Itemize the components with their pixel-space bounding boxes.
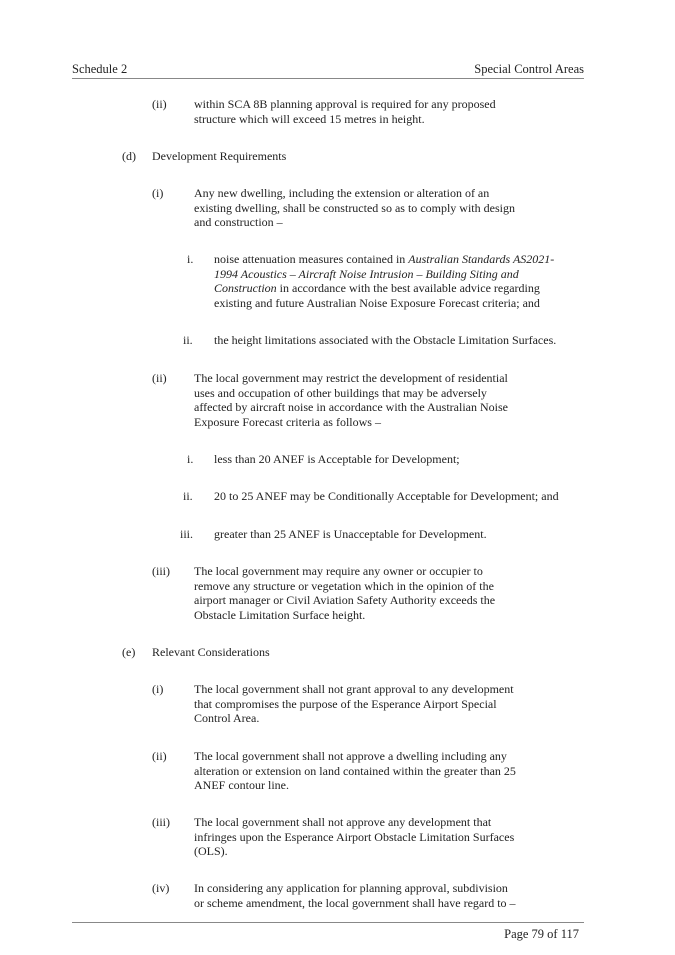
clause-text	[194, 881, 516, 910]
section-heading: Relevant Considerations	[152, 645, 270, 659]
text-line: affected by aircraft noise in accordance with the Australian Noise	[194, 400, 508, 414]
subclause-label: ii.	[183, 333, 193, 347]
clause-label: (iv)	[152, 881, 170, 895]
clause-text	[194, 749, 516, 793]
text-line: that compromises the purpose of the Esperance Airport Special	[194, 696, 497, 711]
clause-label: (ii)	[152, 371, 167, 385]
text-line: greater than 25 ANEF is Unacceptable for Development.	[214, 527, 487, 541]
text-line: within SCA 8B planning approval is required for any proposed	[194, 97, 496, 111]
clause-label: (iii)	[152, 564, 170, 578]
subclause-text	[214, 333, 556, 348]
text-line: Obstacle Limitation Surface height.	[194, 607, 366, 622]
clause-label: (iii)	[152, 815, 170, 829]
header-left: Schedule 2	[72, 62, 128, 76]
subclause-label: iii.	[180, 527, 194, 541]
clause-text	[194, 815, 514, 859]
page-number: Page 79 of 117	[504, 927, 579, 941]
text-line: and construction –	[194, 215, 283, 229]
text-line: less than 20 ANEF is Acceptable for Development;	[214, 452, 460, 466]
subclause-text	[214, 452, 460, 467]
text-line: existing and future Australian Noise Exposure Forecast criteria; and	[214, 295, 540, 310]
standard-title: 1994 Acoustics – Aircraft Noise Intrusion – Building Siting and	[214, 266, 519, 281]
text-line	[214, 252, 554, 267]
text-run: in accordance with the best available advice regarding	[276, 281, 540, 295]
clause-text	[194, 564, 495, 622]
text-line: remove any structure or vegetation which in the opinion of the	[194, 578, 494, 593]
text-line: airport manager or Civil Aviation Safety Authority exceeds the	[194, 593, 496, 607]
text-line: infringes upon the Esperance Airport Obstacle Limitation Surfaces	[194, 829, 515, 844]
text-line: 20 to 25 ANEF may be Conditionally Acceptable for Development; and	[214, 489, 559, 503]
text-line	[214, 267, 554, 282]
clause-label: (i)	[152, 186, 164, 200]
subclause-text	[214, 489, 559, 504]
subclause-label: ii.	[183, 489, 193, 503]
text-line: The local government shall not approve any development that	[194, 815, 492, 829]
text-line: Control Area.	[194, 711, 260, 725]
clause-text	[194, 97, 496, 126]
text-run: noise attenuation measures contained in	[214, 252, 409, 266]
subclause-label: i.	[187, 452, 194, 466]
text-line: ANEF contour line.	[194, 778, 289, 792]
standard-title: Australian Standards AS2021-	[408, 252, 555, 266]
text-line: Exposure Forecast criteria as follows –	[194, 414, 381, 429]
subclause-text	[214, 252, 554, 310]
section-label: (e)	[122, 645, 136, 659]
clause-label: (ii)	[152, 97, 167, 111]
clause-label: (ii)	[152, 749, 167, 763]
clause-text	[194, 682, 514, 726]
text-line: In considering any application for planning approval, subdivision	[194, 881, 508, 895]
subclause-text	[214, 527, 487, 542]
header-right: Special Control Areas	[474, 62, 584, 76]
text-line: existing dwelling, shall be constructed so as to comply with design	[194, 200, 515, 215]
text-line: or scheme amendment, the local government shall have regard to –	[194, 895, 516, 910]
clause-text	[194, 371, 508, 429]
clause-text	[194, 186, 515, 230]
footer-rule	[72, 922, 584, 923]
text-line: alteration or extension on land contained within the greater than 25	[194, 763, 516, 778]
text-line: The local government may require any owner or occupier to	[194, 564, 483, 578]
text-line: The local government may restrict the development of residential	[194, 371, 508, 385]
section-label: (d)	[122, 149, 136, 163]
text-line: The local government shall not approve a dwelling including any	[194, 749, 507, 763]
text-line: (OLS).	[194, 844, 228, 858]
text-line	[214, 281, 554, 296]
subclause-label: i.	[187, 252, 194, 266]
section-heading: Development Requirements	[152, 149, 287, 163]
header-rule	[72, 78, 584, 79]
standard-title: Construction	[214, 281, 277, 295]
text-line: the height limitations associated with the Obstacle Limitation Surfaces.	[214, 333, 557, 347]
text-line: uses and occupation of other buildings that may be adversely	[194, 385, 487, 400]
text-line: structure which will exceed 15 metres in height.	[194, 111, 425, 126]
text-line: The local government shall not grant approval to any development	[194, 682, 514, 696]
text-line: Any new dwelling, including the extension or alteration of an	[194, 186, 490, 200]
clause-label: (i)	[152, 682, 164, 696]
